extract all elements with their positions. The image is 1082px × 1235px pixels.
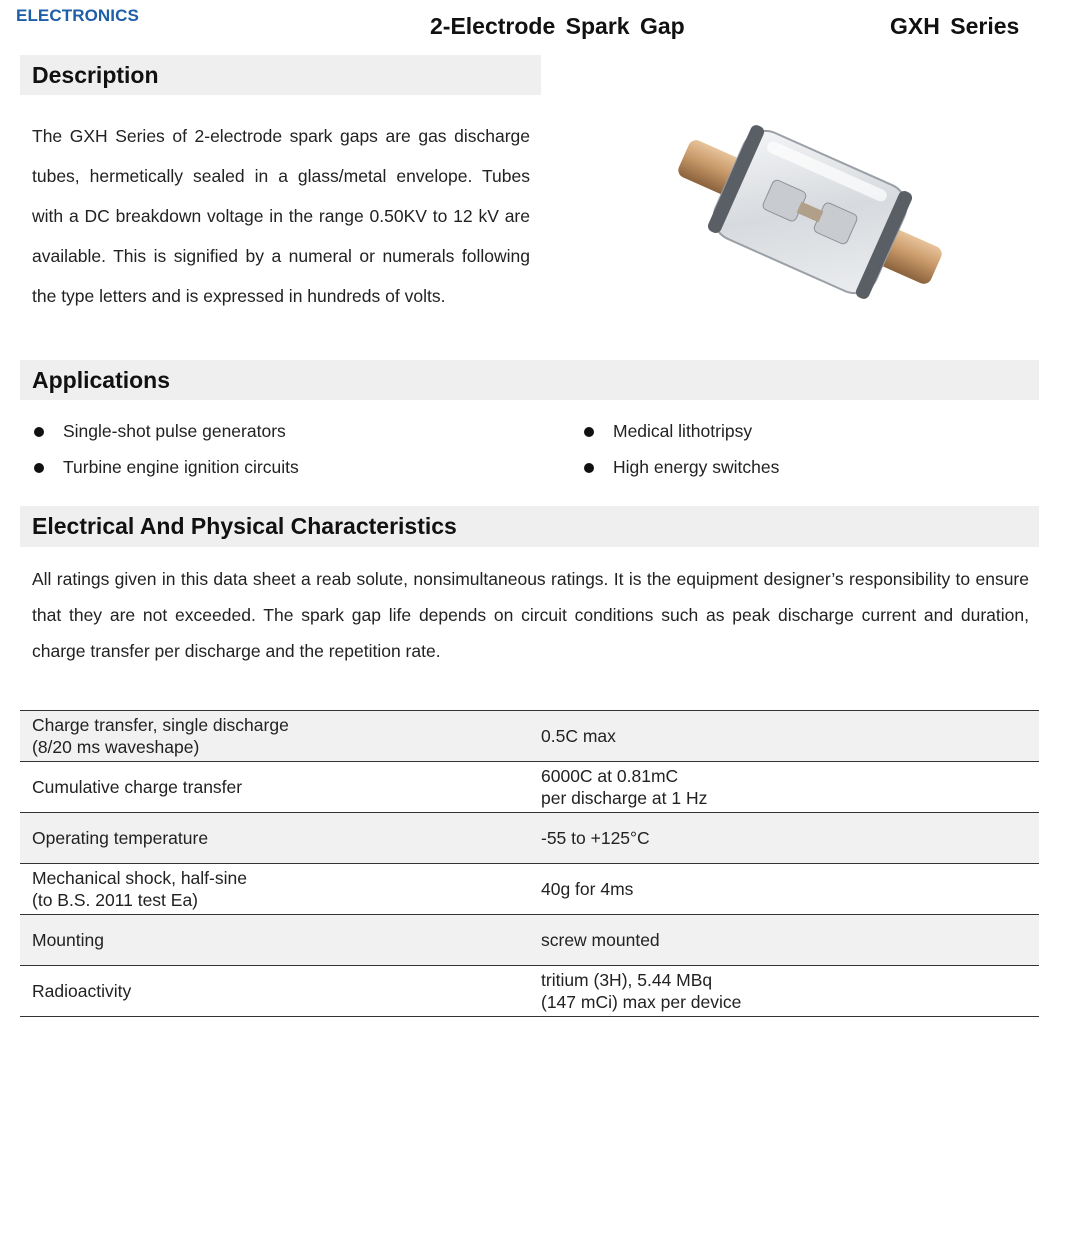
bullet-icon	[584, 463, 594, 473]
application-label: High energy switches	[613, 457, 780, 477]
table-row	[20, 711, 1039, 762]
list-item	[582, 454, 779, 490]
bullet-icon	[584, 427, 594, 437]
table-row	[20, 762, 1039, 813]
table-row	[20, 813, 1039, 864]
application-label: Single-shot pulse generators	[63, 421, 286, 441]
list-item	[582, 418, 779, 454]
spec-value: 0.5C max	[541, 726, 616, 746]
characteristics-text: All ratings given in this data sheet a reab solute, nonsimultaneous ratings. It is the equipment designer’s responsibility to ensure that they are not exceeded. The spark gap life depends on circuit conditions such as peak discharge current and duration, charge transfer per discharge and the repetition rate.	[32, 569, 1029, 661]
spec-parameter: Charge transfer, single discharge (8/20 ms waveshape)	[32, 715, 289, 757]
table-row	[20, 966, 1039, 1017]
spec-parameter: Operating temperature	[32, 828, 209, 848]
description-text: The GXH Series of 2-electrode spark gaps are gas discharge tubes, hermetically sealed in a glass/metal envelope. Tubes with a DC breakdown voltage in the range 0.50KV to 12 kV are available. This is signified by a numeral or numerals following the type letters and is expressed in hundreds of volts.	[32, 126, 530, 306]
spec-value: 6000C at 0.81mC per discharge at 1 Hz	[541, 766, 708, 808]
brand-name: ELECTRONICS	[16, 6, 139, 25]
table-row	[20, 915, 1039, 966]
application-label: Turbine engine ignition circuits	[63, 457, 299, 477]
description-heading: Description	[20, 55, 541, 95]
table-row	[20, 864, 1039, 915]
spec-parameter: Mounting	[32, 930, 104, 950]
spec-value: -55 to +125°C	[541, 828, 650, 848]
spec-parameter: Cumulative charge transfer	[32, 777, 243, 797]
application-label: Medical lithotripsy	[613, 421, 753, 441]
spec-value: tritium (3H), 5.44 MBq (147 mCi) max per device	[541, 970, 742, 1012]
characteristics-heading: Electrical And Physical Characteristics	[20, 506, 1039, 547]
specifications-table	[20, 710, 1039, 1017]
series-name: GXH Series	[890, 13, 1020, 39]
list-item	[32, 418, 299, 454]
spec-value: 40g for 4ms	[541, 879, 634, 899]
bullet-icon	[34, 427, 44, 437]
spec-parameter: Radioactivity	[32, 981, 132, 1001]
applications-list-left	[32, 418, 299, 490]
spec-value: screw mounted	[541, 930, 660, 950]
bullet-icon	[34, 463, 44, 473]
applications-heading: Applications	[20, 360, 1039, 400]
spec-parameter: Mechanical shock, half-sine (to B.S. 2011 test Ea)	[32, 868, 247, 910]
spark-gap-product-image	[660, 112, 960, 312]
document-title: 2-Electrode Spark Gap	[430, 13, 685, 39]
applications-list-right	[582, 418, 779, 490]
list-item	[32, 454, 299, 490]
